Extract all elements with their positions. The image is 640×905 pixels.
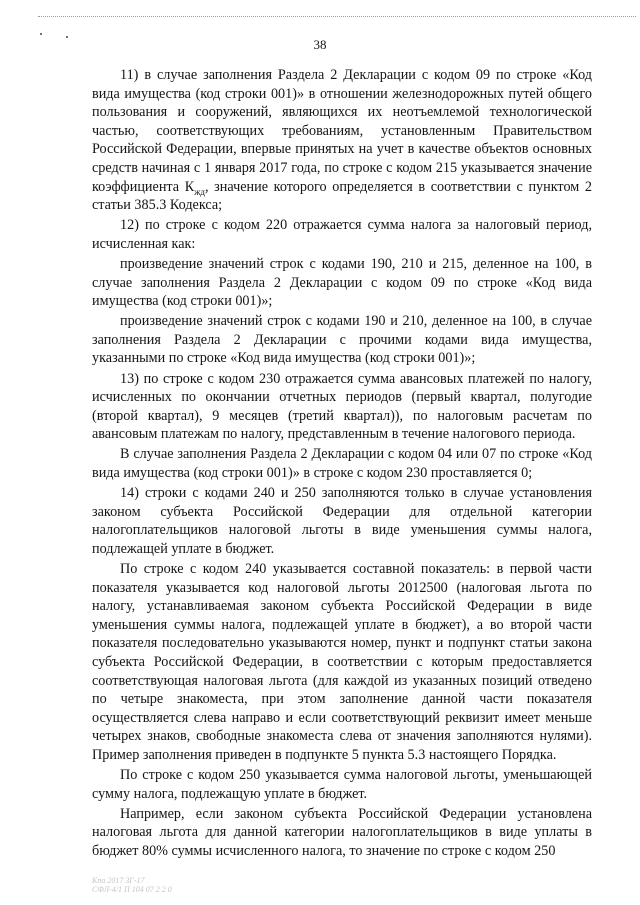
document-body bbox=[92, 66, 592, 862]
paragraph-11-text: 11) в случае заполнения Раздела 2 Декларации с кодом 09 по строке «Код вида имущества (код строки 001)» в отношении железнодорожных путей общего пользования и сооружений, являющихся их неотъемлемой технологической частью, соответствующих требованиям, установленным Правительством Российской Федерации, впервые принятых на учет в качестве объектов основных средств начиная с 1 января 2017 года, по строке с кодом 215 указывается значение коэффициента К bbox=[92, 67, 592, 195]
paragraph-12-item-1: произведение значений строк с кодами 190, 210 и 215, деленное на 100, в случае заполнения Раздела 2 Декларации с кодом 09 по строке «Код вида имущества (код строки 001)»; bbox=[92, 255, 592, 310]
registration-stamp bbox=[92, 876, 172, 894]
scan-top-border bbox=[38, 16, 636, 17]
stamp-line-2: СФЛ-4/1 П 104 07 2 2 0 bbox=[92, 885, 172, 894]
paragraph-11-text-end: , значение которого определяется в соответствии с пунктом 2 статьи 385.3 Кодекса; bbox=[92, 178, 592, 214]
page-number: 38 bbox=[313, 37, 327, 52]
paragraph-14-example: Например, если законом субъекта Российской Федерации установлена налоговая льгота для данной категории налогоплательщиков в виде уплаты в бюджет 80% суммы исчисленного налога, то значение по строке с кодом 250 bbox=[92, 805, 592, 859]
paragraph-14-line-240: По строке с кодом 240 указывается составной показатель: в первой части показателя указывается код налоговой льготы 2012500 (налоговая льгота по налогу, устанавливаемая законом субъекта Российской Федерации в виде уменьшения суммы налога, подлежащей уплате в бюджет), а во второй части показателя последовательно указываются номер, пункт и подпункт статьи закона субъекта Российской Федерации, в соответствии с которым предоставляется соответствующая налоговая льгота (для каждой из указанных позиций отведено по четыре знакоместа, при этом заполнение данной части показателя осуществляется слева направо и если соответствующий реквизит имеет меньше четырех знаков, свободные знакоместа слева от значения заполняются нулями). Пример заполнения приведен в подпункте 5 пункта 5.3 настоящего Порядка. bbox=[92, 560, 592, 763]
scan-speck bbox=[40, 33, 42, 35]
paragraph-13-note: В случае заполнения Раздела 2 Декларации с кодом 04 или 07 по строке «Код вида имущества (код строки 001)» в строке с кодом 230 проставляется 0; bbox=[92, 446, 592, 481]
coefficient-subscript: жд bbox=[194, 186, 205, 197]
paragraph-14-line-250: По строке с кодом 250 указывается сумма налоговой льготы, уменьшающей сумму налога, подлежащую уплате в бюджет. bbox=[92, 766, 592, 802]
paragraph-14: 14) строки с кодами 240 и 250 заполняются только в случае установления законом субъекта Российской Федерации для отдельной категории налогоплательщиков налоговой льготы в виде уменьшения суммы налога, подлежащей уплате в бюджет. bbox=[92, 485, 592, 557]
paragraph-12-item-2: произведение значений строк с кодами 190 и 210, деленное на 100, в случае заполнения Раздела 2 Декларации с прочими кодами вида имущества, указанными по строке «Код вида имущества (код строки 001)»; bbox=[92, 313, 592, 367]
stamp-line-1: Кпо 2017 ЗГ-17 bbox=[92, 876, 145, 885]
paragraph-12: 12) по строке с кодом 220 отражается сумма налога за налоговый период, исчисленная как: bbox=[92, 217, 592, 252]
paragraph-13: 13) по строке с кодом 230 отражается сумма авансовых платежей по налогу, исчисленных по окончании отчетных периодов (первый квартал, полугодие (второй квартал), 9 месяцев (третий квартал)), по налоговым расчетам по авансовым платежам по налогу, представленным в течение налогового периода. bbox=[92, 370, 592, 443]
paragraph-11 bbox=[92, 66, 592, 215]
